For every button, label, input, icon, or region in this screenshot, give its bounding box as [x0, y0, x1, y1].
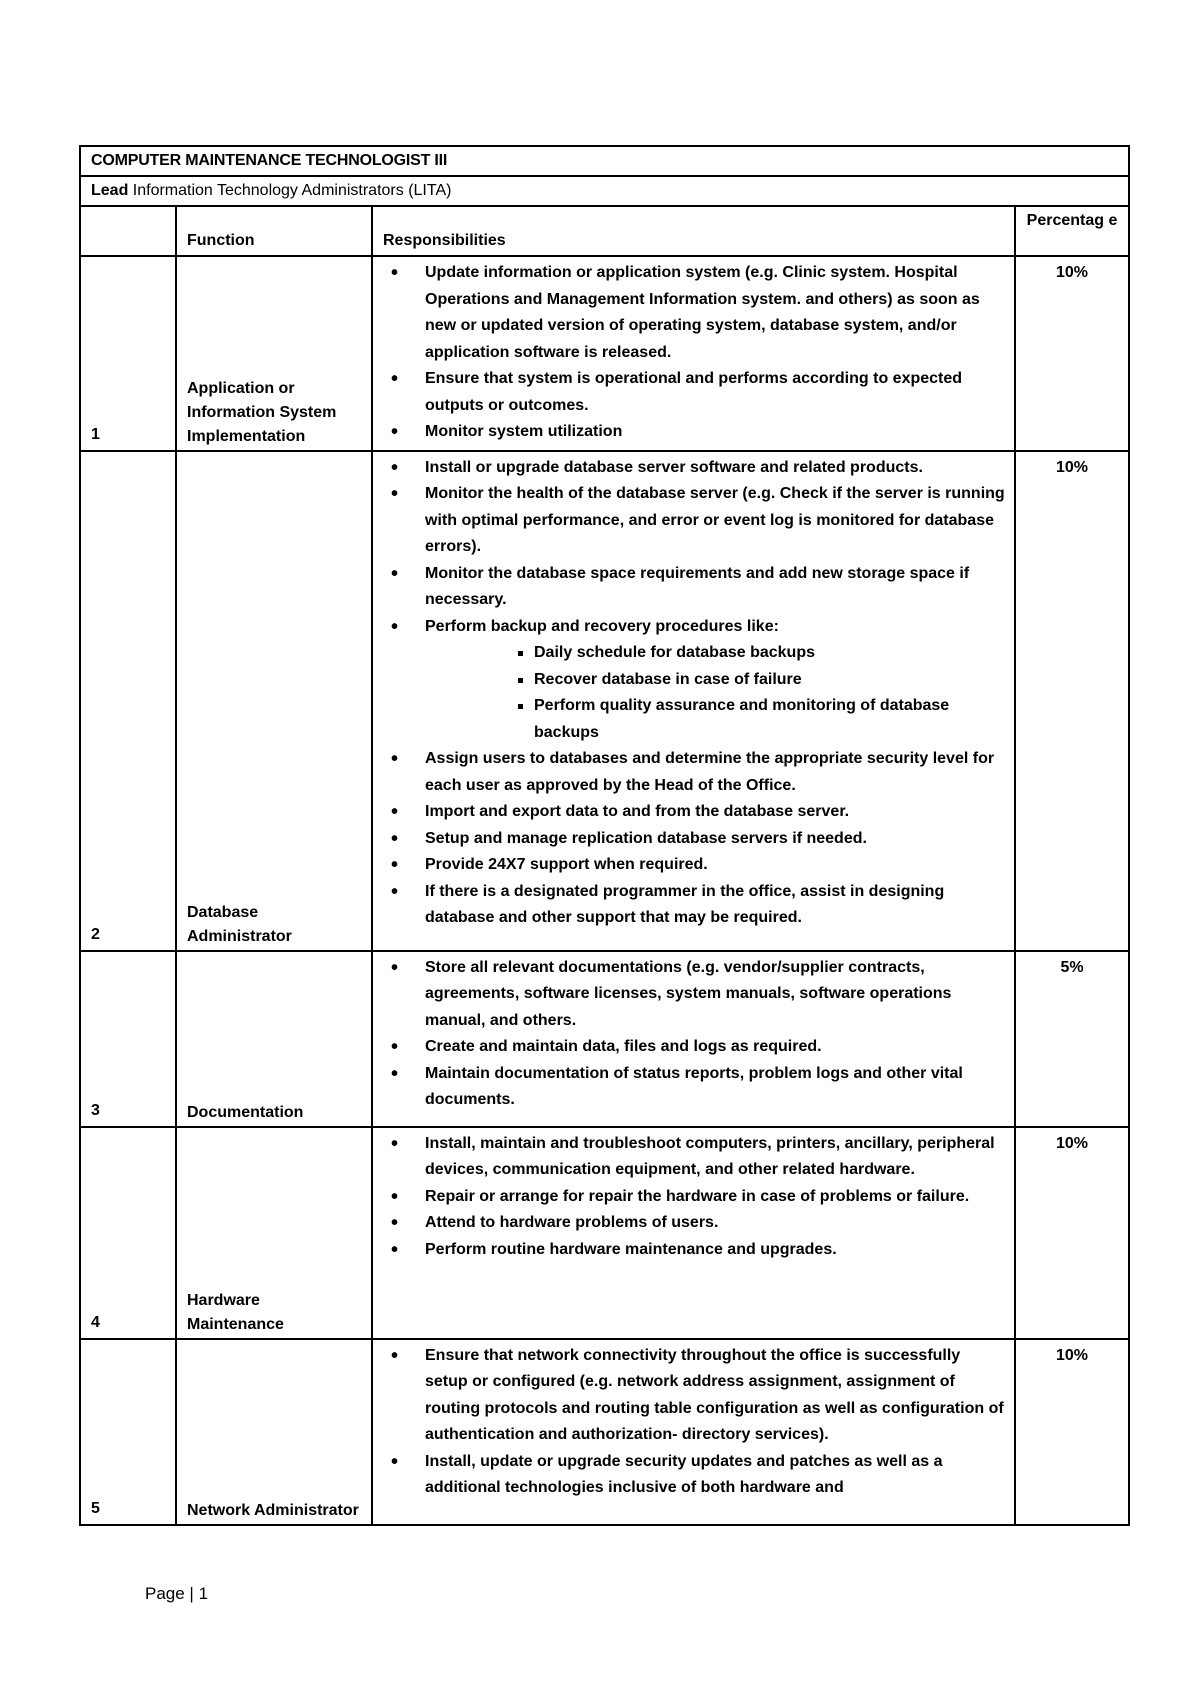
header-responsibilities: Responsibilities: [372, 206, 1015, 256]
table-row: [80, 451, 1129, 951]
document-subtitle: [80, 176, 1129, 206]
responsibility-item: • Monitor the health of the database server (e.g. Check if the server is running with optimal performance, and error or event log is monitored for database errors).: [387, 481, 1006, 561]
responsibility-item: • Install, update or upgrade security updates and patches as well as a additional technologies inclusive of both hardware and: [387, 1449, 1006, 1502]
row-function: Hardware Maintenance: [176, 1127, 372, 1339]
responsibility-item: • Ensure that network connectivity throughout the office is successfully setup or configured (e.g. network address assignment, assignment of routing protocols and routing table configuration as well as configuration of authentication and authorization- directory services).: [387, 1343, 1006, 1449]
responsibility-item: • Create and maintain data, files and logs as required.: [387, 1034, 1006, 1061]
row-number: 5: [80, 1339, 176, 1525]
responsibility-item: [387, 614, 1006, 641]
responsibility-item: • Provide 24X7 support when required.: [387, 852, 1006, 879]
row-responsibilities: [372, 451, 1015, 951]
sub-item: Daily schedule for database backups: [387, 640, 1006, 667]
sub-item: Perform quality assurance and monitoring of database backups: [387, 693, 1006, 746]
responsibility-item: • Maintain documentation of status reports, problem logs and other vital documents.: [387, 1061, 1006, 1114]
header-percentage: Percentag e: [1015, 206, 1129, 256]
job-description-table: [79, 145, 1130, 1526]
title-row: [80, 146, 1129, 176]
responsibility-item: • Monitor the database space requirements and add new storage space if necessary.: [387, 561, 1006, 614]
row-percentage: 5%: [1015, 951, 1129, 1127]
row-percentage: 10%: [1015, 1339, 1129, 1525]
row-responsibilities: [372, 256, 1015, 451]
table-row: [80, 1339, 1129, 1525]
table-row: [80, 256, 1129, 451]
subtitle-row: [80, 176, 1129, 206]
responsibility-item: • Import and export data to and from the database server.: [387, 799, 1006, 826]
responsibility-item: • Store all relevant documentations (e.g. vendor/supplier contracts, agreements, software licenses, system manuals, software operations manual, and others.: [387, 955, 1006, 1035]
responsibility-list: [387, 955, 1006, 1114]
responsibility-item: • Update information or application system (e.g. Clinic system. Hospital Operations and Management Information system. and others) as soon as new or updated version of operating system, database system, and/or application software is released.: [387, 260, 1006, 366]
responsibility-item: • Attend to hardware problems of users.: [387, 1210, 1006, 1237]
responsibility-item: • Repair or arrange for repair the hardware in case of problems or failure.: [387, 1184, 1006, 1211]
table-row: [80, 1127, 1129, 1339]
header-number: [80, 206, 176, 256]
row-responsibilities: [372, 1339, 1015, 1525]
responsibility-list: [387, 746, 1006, 932]
page-number: Page | 1: [145, 1584, 209, 1603]
responsibility-item: • Monitor system utilization: [387, 419, 1006, 446]
document-title: COMPUTER MAINTENANCE TECHNOLOGIST III: [80, 146, 1129, 176]
row-percentage: 10%: [1015, 256, 1129, 451]
responsibility-list: [387, 1131, 1006, 1264]
row-number: 4: [80, 1127, 176, 1339]
row-function: Documentation: [176, 951, 372, 1127]
responsibility-list: [387, 1343, 1006, 1502]
responsibility-item: • Ensure that system is operational and performs according to expected outputs or outcomes.: [387, 366, 1006, 419]
row-function: Network Administrator: [176, 1339, 372, 1525]
sub-item: Recover database in case of failure: [387, 667, 1006, 694]
responsibility-list: [387, 455, 1006, 641]
subtitle-bold: Lead: [91, 181, 129, 199]
row-number: 3: [80, 951, 176, 1127]
row-percentage: 10%: [1015, 1127, 1129, 1339]
row-function: Application or Information System Implementation: [176, 256, 372, 451]
backup-procedure-list: [387, 640, 1006, 746]
responsibility-item-text: Perform backup and recovery procedures like:: [425, 617, 779, 635]
row-number: 1: [80, 256, 176, 451]
header-row: [80, 206, 1129, 256]
responsibility-item: • Perform routine hardware maintenance and upgrades.: [387, 1237, 1006, 1264]
responsibility-list: [387, 260, 1006, 446]
responsibility-item: • If there is a designated programmer in the office, assist in designing database and other support that may be required.: [387, 879, 1006, 932]
row-function: Database Administrator: [176, 451, 372, 951]
row-responsibilities: [372, 1127, 1015, 1339]
subtitle-rest: Information Technology Administrators (LITA): [128, 181, 452, 199]
header-function: Function: [176, 206, 372, 256]
responsibility-item: • Install, maintain and troubleshoot computers, printers, ancillary, peripheral devices, communication equipment, and other related hardware.: [387, 1131, 1006, 1184]
responsibility-item: • Assign users to databases and determine the appropriate security level for each user as approved by the Head of the Office.: [387, 746, 1006, 799]
row-responsibilities: [372, 951, 1015, 1127]
row-number: 2: [80, 451, 176, 951]
responsibility-item: • Setup and manage replication database servers if needed.: [387, 826, 1006, 853]
table-row: [80, 951, 1129, 1127]
row-percentage: 10%: [1015, 451, 1129, 951]
responsibility-item: • Install or upgrade database server software and related products.: [387, 455, 1006, 482]
